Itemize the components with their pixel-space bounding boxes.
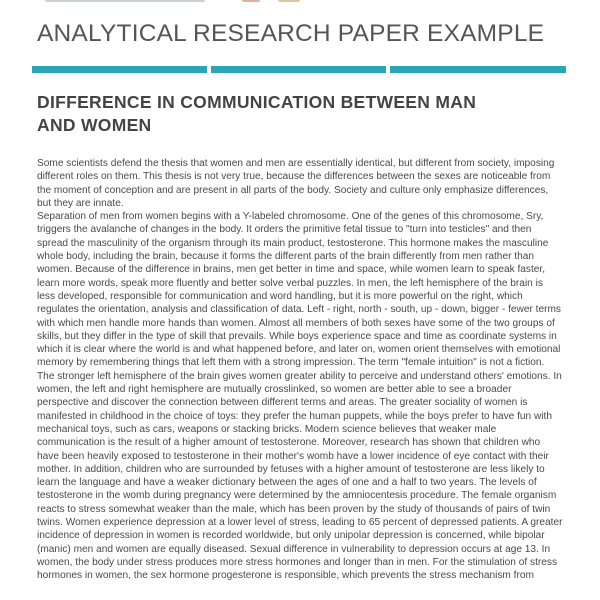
divider-segment-2 xyxy=(211,66,386,73)
divider-segment-3 xyxy=(390,66,566,73)
paragraph-intro: Some scientists defend the thesis that women and men are essentially identical, but different from society, imposing different roles on them. This thesis is not very true, because the differences between the sexes are noticeable from the moment of conception and are present in all parts of the body. Society and culture only emphasize differences, but they are innate. xyxy=(37,158,555,209)
article-body xyxy=(37,157,563,583)
paragraph-main: Separation of men from women begins with a Y-labeled chromosome. One of the genes of this chromosome, Sry, triggers the avalanche of changes in the body. It orders the primitive fetal tissue to "turn into testicles" and then spread the masculinity of the organism through its main product, testosterone. This hormone makes the masculine whole body, including the brain, because it forms the different parts of the brain differently from men rather than women. Because of the difference in brains, men get better in time and space, while women learn to speak faster, learn more words, speak more fluently and better solve verbal puzzles. In men, the left hemisphere of the brain is less developed, responsible for communication and word handling, but it is more powerful on the right, which regulates the orientation, analysis and classification of data. Left - right, north - south, up - down, bigger - fewer terms with which men handle more hands than women. Almost all members of both sexes have some of the two groups of skills, but they differ in the type of skill that prevails. While boys experience space and time as coordinate systems in which it is clear where the world is and what happened before, and later on, women orient themselves with emotional memory by remembering things that left them with a strong impression. The term "female intuition" is not a fiction. The stronger left hemisphere of the brain gives women greater ability to perceive and understand others' emotions. In women, the left and right hemisphere are mutually crosslinked, so women are better able to see a broader perspective and discover the connection between different terms and areas. The greater sociality of women is manifested in childhood in the choice of toys: they prefer the human puppets, while the boys prefer to have fun with mechanical toys, such as cars, weapons or stacking bricks. Modern science believes that weaker male communication is the result of a higher amount of testosterone. Moreover, research has shown that children who have been heavily exposed to testosterone in their mother's womb have a lower incidence of eye contact with their mother. In addition, children who are surrounded by fetuses with a higher amount of testosterone are less likely to learn the language and have a weaker dictionary between the ages of one and a half to two years. The levels of testosterone in the womb during pregnancy were determined by the amniocentesis procedure. The female organism reacts to stress somewhat weaker than the male, which has been proven by the study of thousands of pairs of twin twins. Women experience depression at a lower level of stress, leading to 65 percent of depressed patients. A greater incidence of depression in women is recorded worldwide, but only unipolar depression is concerned, while bipolar (manic) men and women are equally diseased. Sexual difference in vulnerability to depression occurs at age 13. In women, the body under stress produces more stress hormones and longer than in men. For the stimulation of stress hormones in women, the sex hormone progesterone is responsible, which prevents the stress mechanism from xyxy=(37,211,563,582)
top-fragment-mid xyxy=(242,0,260,2)
top-fragment-right xyxy=(278,0,300,2)
article-heading: DIFFERENCE IN COMMUNICATION BETWEEN MAN AND WOMEN xyxy=(37,92,477,135)
top-fragment-left xyxy=(45,0,205,2)
top-strip xyxy=(0,0,600,5)
page-title: ANALYTICAL RESEARCH PAPER EXAMPLE xyxy=(37,20,545,47)
divider-segment-1 xyxy=(32,66,207,73)
